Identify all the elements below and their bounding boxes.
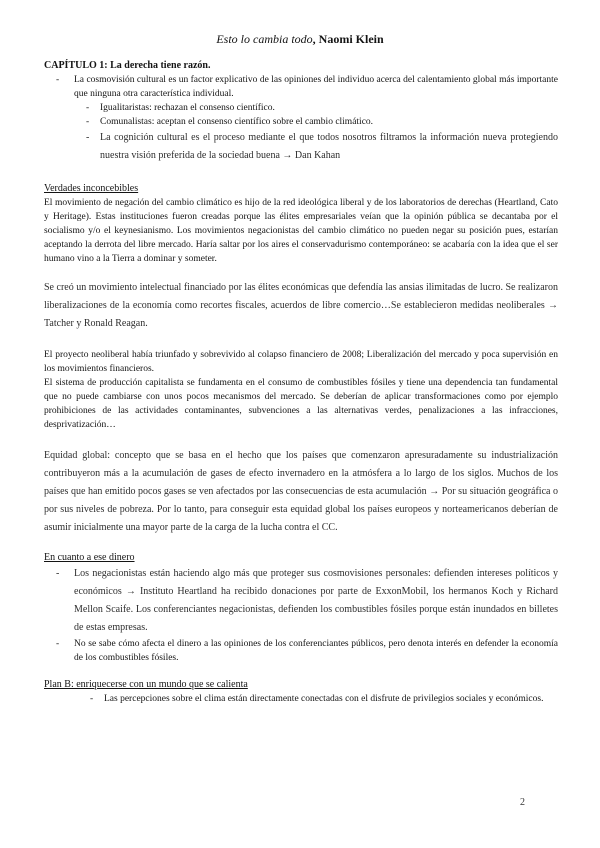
list-item: - Los negacionistas están haciendo algo más que proteger sus cosmovisiones personales: defienden intereses políticos y económicos → Instituto Heartland ha recibido donaciones por parte de ExxonMobil, los hermanos Koch y Richard Mellon Scaife. Los conferenciantes negacionistas, defienden los combustibles fósiles porque están inundados en billetes de estas empresas. [56,568,558,633]
paragraph: Equidad global: concepto que se basa en el hecho que los países que comenzaron apresuradamente su industrialización contribuyeron más a la acumulación de gases de efecto invernadero en la atmósfera a lo largo de los siglos. Muchos de los países que han emitido pocos gases se ven afectados por las consecuencias de esta acumulación → Por su situación geográfica o por sus niveles de pobreza. Por lo tanto, para conseguir esta equidad global los países europeos y norteamericanos deberían de asumir inicialmente una mayor parte de la carga de la lucha contra el CC. [44,450,558,533]
page-number: 2 [520,797,525,808]
list-item: - La cosmovisión cultural es un factor explicativo de las opiniones del individuo acerca del calentamiento global más importante que ninguna otra característica individual. [56,75,558,100]
sub-list-item: - Las percepciones sobre el clima están directamente conectadas con el disfrute de privilegios sociales y económicos. [90,693,544,704]
paragraph: El movimiento de negación del cambio climático es hijo de la red ideológica liberal y de los laboratorios de derechas (Heartland, Cato y Heritage). Estas instituciones fueron creadas porque las élites empresariales veían que la opinión pública se decantaba por el socialismo y/o el keynesianismo. Los movimientos negacionistas del cambio climático no pueden negar su posición pues, estarían aceptando la derrota del libre mercado. Haría saltar por los aires el conservadurismo contemporáneo: se acabaría con la idea que el ser humano vino a la Tierra a dominar y someter. [44,197,558,265]
section-heading-planb: Plan B: enriquecerse con un mundo que se calienta [44,678,248,690]
section-heading-dinero: En cuanto a ese dinero [44,552,135,564]
section-heading-verdades: Verdades inconcebibles [44,182,139,194]
list-item: - No se sabe cómo afecta el dinero a las opiniones de los conferenciantes públicos, pero denota interés en defender la economía de los combustibles fósiles. [56,638,558,663]
sub-list-item: - Igualitaristas: rechazan el consenso científico. [86,103,275,114]
paragraph: El proyecto neoliberal había triunfado y sobrevivido al colapso financiero de 2008; Liberalización del mercado y poca supervisión en los movimientos financieros. [44,349,558,374]
book-author: , Naomi Klein [312,32,384,46]
chapter-bullet-text: La cosmovisión cultural es un factor explicativo de las opiniones del individuo acerca del calentamiento global más importante que ninguna otra característica individual. [74,75,558,100]
sub-list-item: - Comunalistas: aceptan el consenso científico sobre el cambio climático. [86,117,374,128]
running-header [0,32,600,47]
chapter-title: CAPÍTULO 1: La derecha tiene razón. [44,60,211,71]
paragraph: El sistema de producción capitalista se fundamenta en el consumo de combustibles fósiles y tiene una dependencia tan fundamental que no puede cambiarse con unos pocos mecanismos del mercado. Se deberían de aplicar transformaciones como por ejemplo prohibiciones de las actividades contaminantes, subvenciones a las alternativas verdes, penalizaciones a las infracciones, desprivatización… [44,378,558,431]
paragraph: Se creó un movimiento intelectual financiado por las élites económicas que defendía las ansias ilimitadas de lucro. Se realizaron liberalizaciones de la economía como recortes fiscales, acuerdos de libre comercio…Se establecieron medidas neoliberales → Tatcher y Ronald Reagan. [44,282,558,330]
sub-list-item: - La cognición cultural es el proceso mediante el que todos nosotros filtramos la información nueva protegiendo nuestra visión preferida de la sociedad buena → Dan Kahan [86,132,558,162]
page-body [44,59,558,706]
book-title: Esto lo cambia todo [216,32,313,46]
